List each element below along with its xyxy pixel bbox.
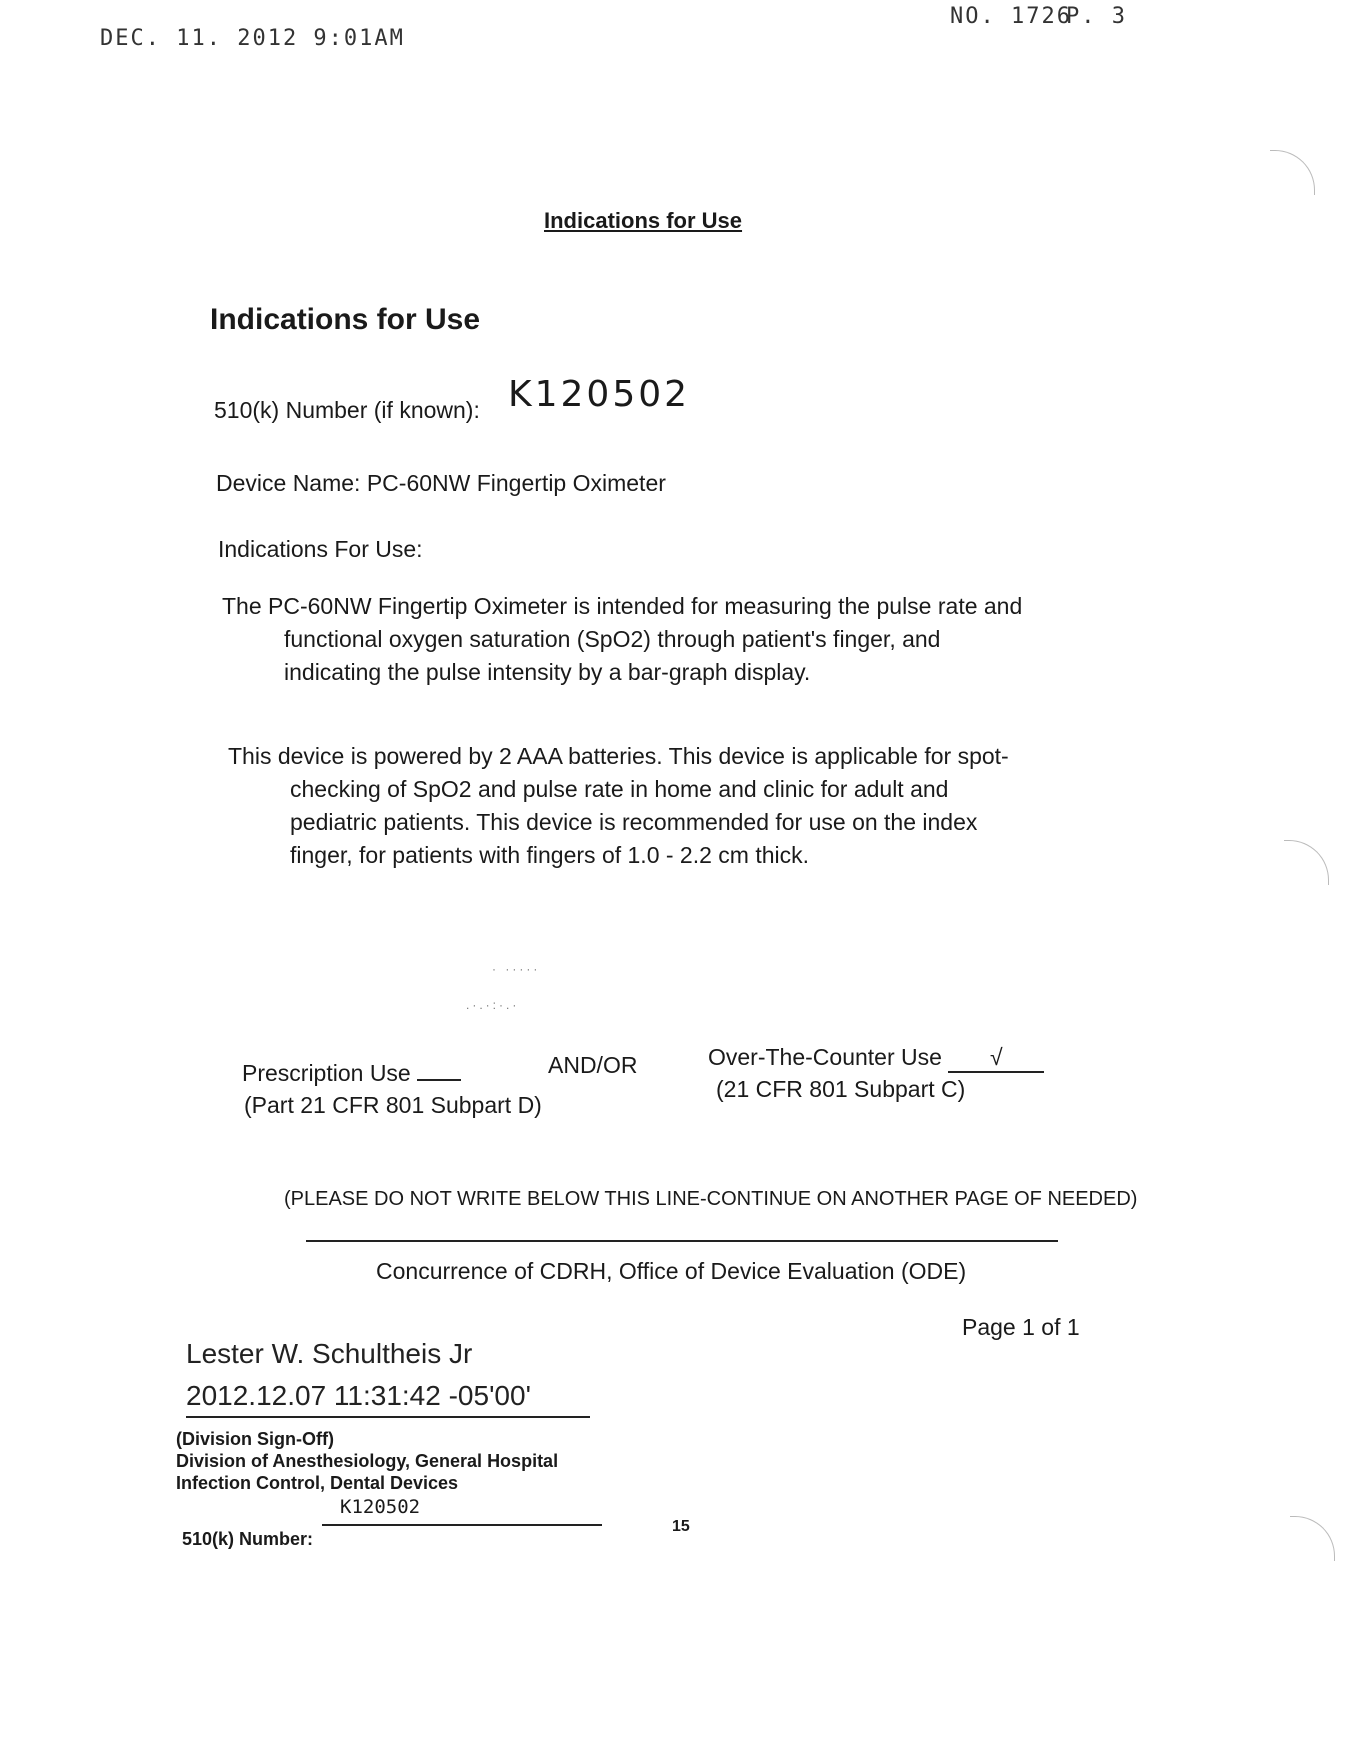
- signature-name: Lester W. Schultheis Jr: [186, 1338, 473, 1369]
- and-or-text: AND/OR: [548, 1052, 638, 1078]
- otc-use-checkmark: √: [948, 1044, 1044, 1073]
- k-number-label: 510(k) Number (if known):: [214, 397, 480, 423]
- scan-artifact: [1284, 840, 1329, 885]
- signature-timestamp: 2012.12.07 11:31:42 -05'00': [186, 1380, 531, 1411]
- k-number-handwritten: K120502: [508, 374, 691, 415]
- paragraph-2-line-2: checking of SpO2 and pulse rate in home and clinic for adult and: [290, 776, 949, 802]
- top-heading: Indications for Use: [544, 208, 743, 233]
- scan-noise: .·.·:·.·: [466, 998, 520, 1012]
- otc-use-label: Over-The-Counter Use: [708, 1044, 942, 1070]
- division-signoff-block: [176, 1428, 558, 1494]
- otc-cfr: (21 CFR 801 Subpart C): [716, 1076, 966, 1102]
- paragraph-1-line-3: indicating the pulse intensity by a bar-graph display.: [284, 659, 811, 685]
- prescription-use-label: Prescription Use: [242, 1060, 411, 1086]
- paragraph-1-line-1: The PC-60NW Fingertip Oximeter is intended for measuring the pulse rate and: [222, 593, 1023, 619]
- indications-paragraph-1: [222, 590, 1022, 689]
- scan-artifact: [1290, 1516, 1335, 1561]
- scan-noise: · ·····: [492, 962, 541, 976]
- form-title: Indications for Use: [210, 303, 481, 336]
- signoff-k-line: [322, 1524, 602, 1526]
- page-number: 15: [672, 1518, 690, 1535]
- paragraph-2-line-4: finger, for patients with fingers of 1.0 - 2.2 cm thick.: [290, 842, 810, 868]
- signoff-k-value: K120502: [340, 1496, 421, 1518]
- page-of: Page 1 of 1: [962, 1314, 1080, 1340]
- prescription-use-blank: [417, 1079, 461, 1081]
- fax-number: NO. 1726: [950, 4, 1072, 29]
- fax-page: P. 3: [1066, 4, 1127, 29]
- fax-date-time: DEC. 11. 2012 9:01AM: [100, 26, 405, 51]
- signoff-line-1: (Division Sign-Off): [176, 1429, 334, 1449]
- device-name-label: Device Name:: [216, 470, 361, 496]
- paragraph-2-line-1: This device is powered by 2 AAA batteries. This device is applicable for spot-: [228, 743, 1009, 769]
- indications-label: Indications For Use:: [218, 536, 423, 562]
- device-name-row: [216, 470, 666, 497]
- prescription-use: [242, 1060, 461, 1087]
- signature-line: [186, 1416, 590, 1418]
- do-not-write-notice: (PLEASE DO NOT WRITE BELOW THIS LINE-CONTINUE ON ANOTHER PAGE OF NEEDED): [284, 1188, 1138, 1210]
- prescription-cfr: (Part 21 CFR 801 Subpart D): [244, 1092, 542, 1118]
- signoff-k-label: 510(k) Number:: [182, 1529, 314, 1549]
- concurrence-text: Concurrence of CDRH, Office of Device Evaluation (ODE): [376, 1258, 967, 1284]
- indications-paragraph-2: [228, 740, 1009, 872]
- paragraph-2-line-3: pediatric patients. This device is recommended for use on the index: [290, 809, 978, 835]
- divider-line: [306, 1240, 1058, 1242]
- device-name-value: PC-60NW Fingertip Oximeter: [366, 470, 666, 496]
- signoff-line-2: Division of Anesthesiology, General Hospital: [176, 1451, 559, 1471]
- paragraph-1-line-2: functional oxygen saturation (SpO2) through patient's finger, and: [284, 626, 941, 652]
- scan-artifact: [1270, 150, 1315, 195]
- signoff-line-3: Infection Control, Dental Devices: [176, 1473, 459, 1493]
- otc-use: [708, 1044, 1044, 1073]
